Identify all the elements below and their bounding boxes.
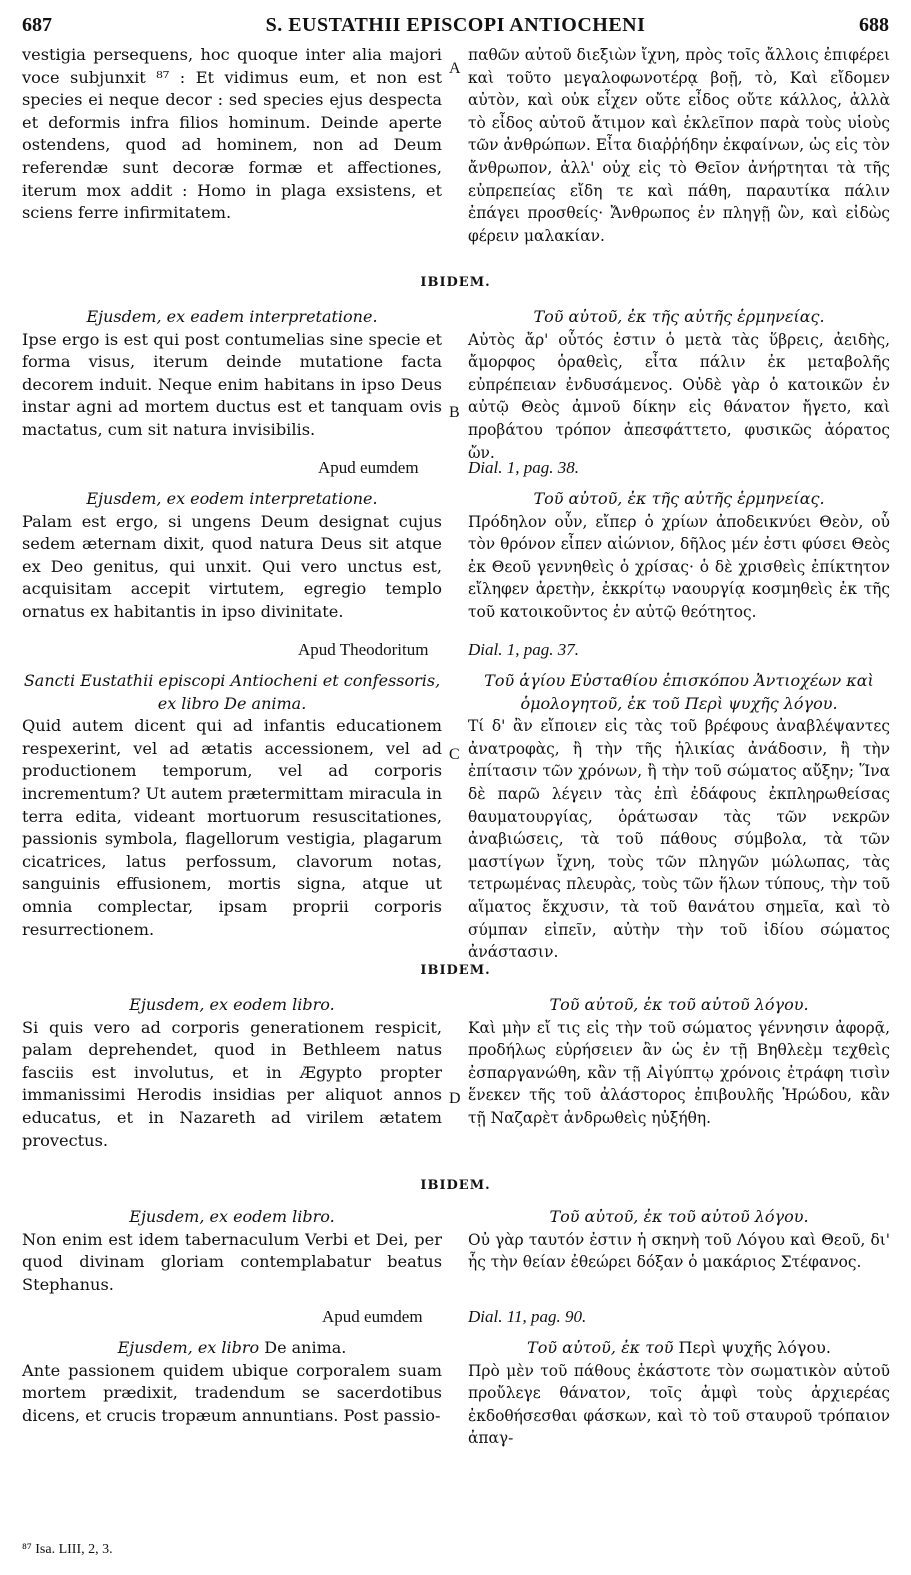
source-reference-latin: Apud Theodoritum — [298, 640, 429, 659]
latin-column-block-5 — [22, 994, 442, 1152]
ibidem-heading: IBIDEM. — [420, 1178, 491, 1193]
latin-column-block-6 — [22, 1206, 442, 1296]
latin-column-block-1 — [22, 44, 442, 225]
section-title-book-name: De anima. — [259, 1338, 347, 1357]
greek-paragraph: Πρόδηλον οὖν, εἴπερ ὁ χρίων ἀποδεικνύει Θεὸν, οὗ τὸν θρόνον εἶπεν αἰώνιον, δῆλος μέν ἐστι φύσει Θεὸς ἐκ Θεοῦ γεννηθεὶς ὁ χρίσας· ὁ δὲ χρισθεὶς ἐπίκτητον εἴληφεν ἀρετὴν, ἐκκρίτῳ ναουργίᾳ κοσμηθεὶς ἐκ τῆς τοῦ κατοικοῦντος ἐν αὐτῷ θεότητος. — [468, 512, 890, 621]
greek-column-block-1 — [468, 44, 890, 247]
greek-column-block-7 — [468, 1337, 890, 1450]
latin-paragraph: Palam est ergo, si ungens Deum designat cujus sedem æternam dixit, quod natura Deus sit atque ex Deo genitus, qui unxit. Qui vero unctus est, acquisitam accepit virtutem, egregio templo ornatus ex habitantis in ipso divinitate. — [22, 511, 442, 621]
section-title: Τοῦ αὐτοῦ, ἐκ τοῦ αὐτοῦ λόγου. — [549, 995, 809, 1014]
running-header — [22, 14, 889, 42]
section-title-part: Ejusdem, ex libro — [117, 1338, 260, 1357]
section-title-part: Τοῦ αὐτοῦ, ἐκ τοῦ — [527, 1338, 674, 1357]
latin-paragraph: Ante passionem quidem ubique corporalem suam mortem prædixit, tradendum se sacerdotibus dicens, et crucis tropæum annuntians. Post passio- — [22, 1360, 442, 1425]
margin-letter-c: C — [449, 746, 460, 763]
margin-letter-d: D — [449, 1090, 461, 1107]
page-number-right: 688 — [859, 14, 889, 36]
greek-column-block-5 — [468, 994, 890, 1130]
latin-paragraph: vestigia persequens, hoc quoque inter alia majori voce subjunxit ⁸⁷ : Et vidimus eum, et non est species ei neque decor : sed species ejus despecta et deformis infra filios hominum. Deinde aperte ostendens, quod ad hominem, non ad Deum referendæ sunt decoræ formæ et affectiones, iterum mox addit : Homo in plaga exsistens, et sciens ferre infirmitatem. — [22, 45, 442, 223]
ibidem-heading: IBIDEM. — [420, 963, 491, 978]
latin-column-block-7 — [22, 1337, 442, 1427]
source-reference-greek: Dial. 1, pag. 38. — [468, 458, 579, 477]
latin-paragraph: Ipse ergo is est qui post contumelias sine specie et forma visus, iterum deinde mutatione facta decorem induit. Neque enim habitans in ipso Deus instar agni ad mortem ductus est et tanquam ovis mactatus, cum sit natura invisibilis. — [22, 329, 442, 439]
section-title: Τοῦ αὐτοῦ, ἐκ τῆς αὐτῆς ἑρμηνείας. — [533, 307, 825, 326]
section-title-line-1: Τοῦ ἁγίου Εὐσταθίου ἐπισκόπου Ἀντιοχέων καὶ — [484, 671, 874, 690]
section-title — [468, 1337, 890, 1360]
latin-column-block-2 — [22, 306, 442, 442]
greek-paragraph: Αὐτὸς ἄρ' οὗτός ἐστιν ὁ μετὰ τὰς ὕβρεις, ἀειδὴς, ἄμορφος ὁραθεὶς, εἶτα πάλιν ἐκ μεταβολῆς εὐπρέπειαν ἐνδυσάμενος. Οὐδὲ γὰρ ὁ κατοικῶν ἐν αὐτῷ Θεὸς ἀμνοῦ δίκην εἰς θάνατον ἤγετο, καὶ προβάτου τρόπον ἀπεσφάττετο, φυσικῶς ἀόρατος ὤν. — [468, 330, 890, 462]
section-title-book-name: Περὶ ψυχῆς λόγου. — [673, 1338, 831, 1357]
ibidem-heading: IBIDEM. — [420, 275, 491, 290]
source-reference-greek: Dial. 11, pag. 90. — [468, 1307, 587, 1326]
latin-column-block-4 — [22, 670, 442, 941]
margin-letter-a: A — [449, 60, 461, 77]
source-reference-latin: Apud eumdem — [318, 458, 419, 477]
section-title-line-2: ὁμολογητοῦ, ἐκ τοῦ Περὶ ψυχῆς λόγου. — [520, 693, 838, 713]
latin-column-block-3 — [22, 488, 442, 624]
greek-paragraph: Τί δ' ἂν εἴποιεν εἰς τὰς τοῦ βρέφους ἀναβλέψαντες ἀνατροφὰς, ἢ τὴν τῆς ἡλικίας ἀνάδοσιν, ἢ τὴν ἐπίτασιν τῶν χρόνων, ἢ τὴν τοῦ σώματος αὔξην; Ἵνα δὲ παρῶ λέγειν τὰς ἐπὶ ἐδάφους ἐκπληρωθείσας θαυματουργίας, ὁράτωσαν τὰς τῶν νεκρῶν ἀναβιώσεις, τὰ τοῦ πάθους σύμβολα, τὰ τῶν μαστίγων ἴχνη, τοὺς τῶν πληγῶν μώλωπας, τὰς τετρωμένας πλευρὰς, τοὺς τῶν ἥλων τύπους, τὴν τοῦ αἵματος ἔκχυσιν, τὰ τοῦ θανάτου σημεῖα, καὶ τὸ σύμπαν εἰπεῖν, αὐτὴν τὴν τοῦ ἰδίου σώματος ἀνάστασιν. — [468, 717, 890, 962]
latin-paragraph: Si quis vero ad corporis generationem respicit, palam deprehendet, quod in Bethleem natus fasciis est involutus, et in Ægypto propter immanissimi Herodis insidias per aliquot annos educatus, et in Nazareth ad virilem ætatem provectus. — [22, 1017, 442, 1150]
source-reference-greek: Dial. 1, pag. 37. — [468, 640, 579, 659]
greek-column-block-3 — [468, 488, 890, 624]
section-title — [22, 1337, 442, 1360]
greek-paragraph: Πρὸ μὲν τοῦ πάθους ἑκάστοτε τὸν σωματικὸν αὐτοῦ προὔλεγε θάνατον, τοῖς ἀμφὶ τοὺς ἀρχιερέας ἐκδοθήσεσθαι φάσκων, καὶ τὸ τοῦ σταυροῦ τρόπαιον ἀπαγ- — [468, 1361, 890, 1448]
greek-column-block-2 — [468, 306, 890, 464]
footnote: ⁸⁷ Isa. LIII, 2, 3. — [22, 1542, 113, 1557]
running-title: S. EUSTATHII EPISCOPI ANTIOCHENI — [265, 14, 646, 36]
section-title: Ejusdem, ex eadem interpretatione. — [86, 307, 378, 326]
section-title: Τοῦ αὐτοῦ, ἐκ τοῦ αὐτοῦ λόγου. — [549, 1207, 809, 1226]
latin-paragraph: Non enim est idem tabernaculum Verbi et Dei, per quod divinam gloriam contemplabatur beatus Stephanus. — [22, 1229, 442, 1294]
section-title-line-1: Sancti Eustathii episcopi Antiocheni et confessoris, — [23, 671, 441, 690]
section-title-line-2: ex libro De anima. — [157, 693, 307, 713]
section-title: Τοῦ αὐτοῦ, ἐκ τῆς αὐτῆς ἑρμηνείας. — [533, 489, 825, 508]
greek-paragraph: Οὐ γὰρ ταυτόν ἐστιν ἡ σκηνὴ τοῦ Λόγου καὶ Θεοῦ, δι' ἧς τὴν θείαν ἐθεώρει δόξαν ὁ μακάριος Στέφανος. — [468, 1230, 890, 1272]
page-number-left: 687 — [22, 14, 52, 36]
latin-paragraph: Quid autem dicent qui ad infantis educationem respexerint, vel ad ætatis accessionem, vel ad productionem temporum, vel ad corporis incrementum? Ut autem prætermittam miracula in terra edita, videant mortuorum resuscitationes, passionis symbola, flagellorum vestigia, plagarum cicatrices, latus perfossum, clavorum notas, sanguinis effusionem, mortis signa, atque ut omnia complectar, ipsam proprii corporis resurrectionem. — [22, 716, 442, 939]
greek-column-block-4 — [468, 670, 890, 964]
greek-paragraph: παθῶν αὐτοῦ διεξιὼν ἴχνη, πρὸς τοῖς ἄλλοις ἐπιφέρει καὶ τοῦτο μεγαλοφωνοτέρᾳ βοῇ, τὸ, Καὶ εἴδομεν αὐτὸν, καὶ οὐκ εἶχεν οὔτε εἶδος οὔτε κάλλος, ἀλλὰ τὸ εἶδος αὐτοῦ ἄτιμον καὶ ἐκλεῖπον παρὰ τοὺς υἱοὺς τῶν ἀνθρώπων. Εἶτα διαῤῥήδην ἐκφαίνων, ὡς εἰς τὸν ἄνθρωπον, ἀλλ' οὐχ εἰς τὸ Θεῖον ἀνήρτηται τὰ τῆς εὐπρεπείας εἴδη τε καὶ πάθη, παραυτίκα πάλιν ἐπάγει προσθείς· Ἄνθρωπος ἐν πληγῇ ὢν, καὶ εἰδὼς φέρειν μαλακίαν. — [468, 46, 890, 245]
section-title: Ejusdem, ex eodem libro. — [129, 1207, 335, 1226]
section-title: Ejusdem, ex eodem libro. — [129, 995, 335, 1014]
margin-letter-b: B — [449, 404, 460, 421]
greek-column-block-6 — [468, 1206, 890, 1274]
greek-paragraph: Καὶ μὴν εἴ τις εἰς τὴν τοῦ σώματος γέννησιν ἀφορᾷ, προδήλως εὑρήσειεν ἂν ὡς ἐν τῇ Βηθλεὲμ τεχθεὶς ἐσπαργανώθη, κἂν τῇ Αἰγύπτῳ χρόνοις ἐτράφη τισὶν ἕνεκεν τῆς τοῦ ἀλάστορος ἐπιβουλῆς Ἡρώδου, κἂν τῇ Ναζαρὲτ ἀνδρωθεὶς ηὐξήθη. — [468, 1018, 890, 1127]
source-reference-latin: Apud eumdem — [322, 1307, 423, 1326]
section-title: Ejusdem, ex eodem interpretatione. — [86, 489, 378, 508]
